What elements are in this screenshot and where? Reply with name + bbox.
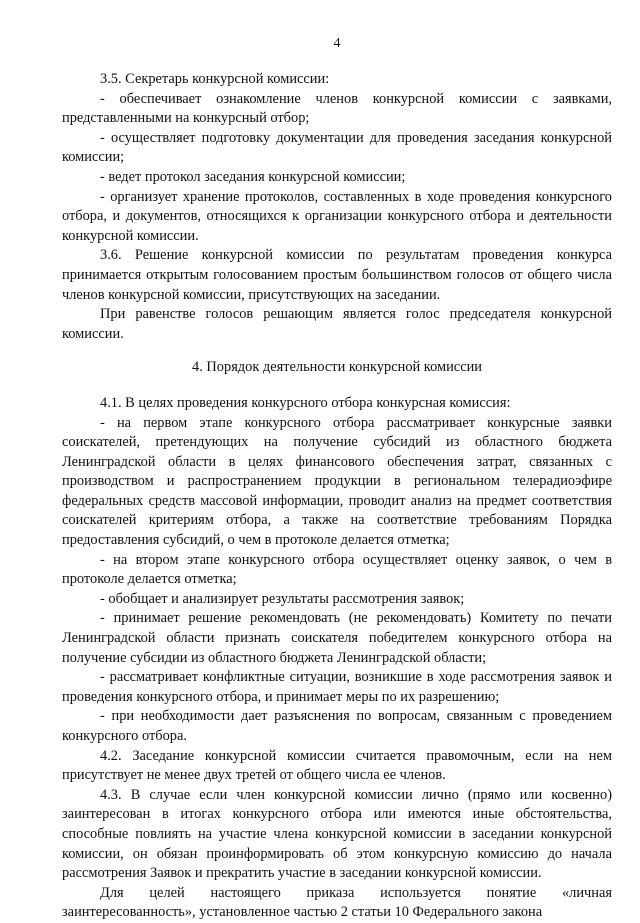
paragraph: 4.2. Заседание конкурсной комиссии считается правомочным, если на нем присутствует не менее двух третей от общего числа ее членов. xyxy=(62,747,612,784)
paragraph: - принимает решение рекомендовать (не рекомендовать) Комитету по печати Ленинградской области признать соискателя победителем конкурсного отбора на получение субсидии из областного бюджета Ленинградской области; xyxy=(62,610,612,666)
paragraph: - организует хранение протоколов, составленных в ходе проведения конкурсного отбора, и документов, относящихся к организации конкурсного отбора и деятельности конкурсной комиссии. xyxy=(62,188,612,244)
document-page xyxy=(62,0,612,921)
paragraph: 3.6. Решение конкурсной комиссии по результатам проведения конкурса принимается открытым голосованием простым большинством голосов от общего числа членов конкурсной комиссии, присутствующих на заседании. xyxy=(62,247,612,303)
section-heading: 4. Порядок деятельности конкурсной комиссии xyxy=(192,359,482,376)
paragraph: - на втором этапе конкурсного отбора осуществляет оценку заявок, о чем в протоколе делается отметка; xyxy=(62,551,612,588)
paragraph: - на первом этапе конкурсного отбора рассматривает конкурсные заявки соискателей, претендующих на получение субсидий из областного бюджета Ленинградской области в целях финансового обеспечения затрат, связанных с производством и распространением продукции в региональном телерадиоэфире федеральных средств массовой информации, проводит анализ на предмет соответствия соискателей критериям отбора, а также на соответствие требованиям Порядка предоставления субсидий, о чем в протоколе делается отметка; xyxy=(62,414,612,549)
paragraph: - осуществляет подготовку документации для проведения заседания конкурсной комиссии; xyxy=(62,129,612,166)
paragraph: - рассматривает конфликтные ситуации, возникшие в ходе рассмотрения заявок и проведения конкурсного отбора, и принимает меры по их разрешению; xyxy=(62,669,612,705)
paragraph: - ведет протокол заседания конкурсной комиссии; xyxy=(100,168,406,185)
paragraph: - обеспечивает ознакомление членов конкурсной комиссии с заявками, представленными на конкурсный отбор; xyxy=(62,90,612,127)
document-body xyxy=(62,70,612,923)
paragraph: - при необходимости дает разъяснения по вопросам, связанным с проведением конкурсного отбора. xyxy=(62,708,612,744)
page-number: 4 xyxy=(333,36,341,51)
paragraph: При равенстве голосов решающим является голос председателя конкурсной комиссии. xyxy=(62,306,612,342)
paragraph: - обобщает и анализирует результаты рассмотрения заявок; xyxy=(100,590,465,607)
paragraph: 4.3. В случае если член конкурсной комиссии лично (прямо или косвенно) заинтересован в итогах конкурсного отбора или имеются иные обстоятельства, способные повлиять на участие члена конкурсной комиссии в заседании конкурсной комиссии, он обязан проинформировать об этом конкурсную комиссию до начала рассмотрения Заявок и прекратить участие в заседании конкурсной комиссии. xyxy=(62,786,612,882)
paragraph: 3.5. Секретарь конкурсной комиссии: xyxy=(100,71,330,87)
paragraph: 4.1. В целях проведения конкурсного отбора конкурсная комиссия: xyxy=(100,394,511,411)
paragraph: Для целей настоящего приказа используется понятие «личная заинтересованность», установленное частью 2 статьи 10 Федерального закона xyxy=(62,884,612,921)
